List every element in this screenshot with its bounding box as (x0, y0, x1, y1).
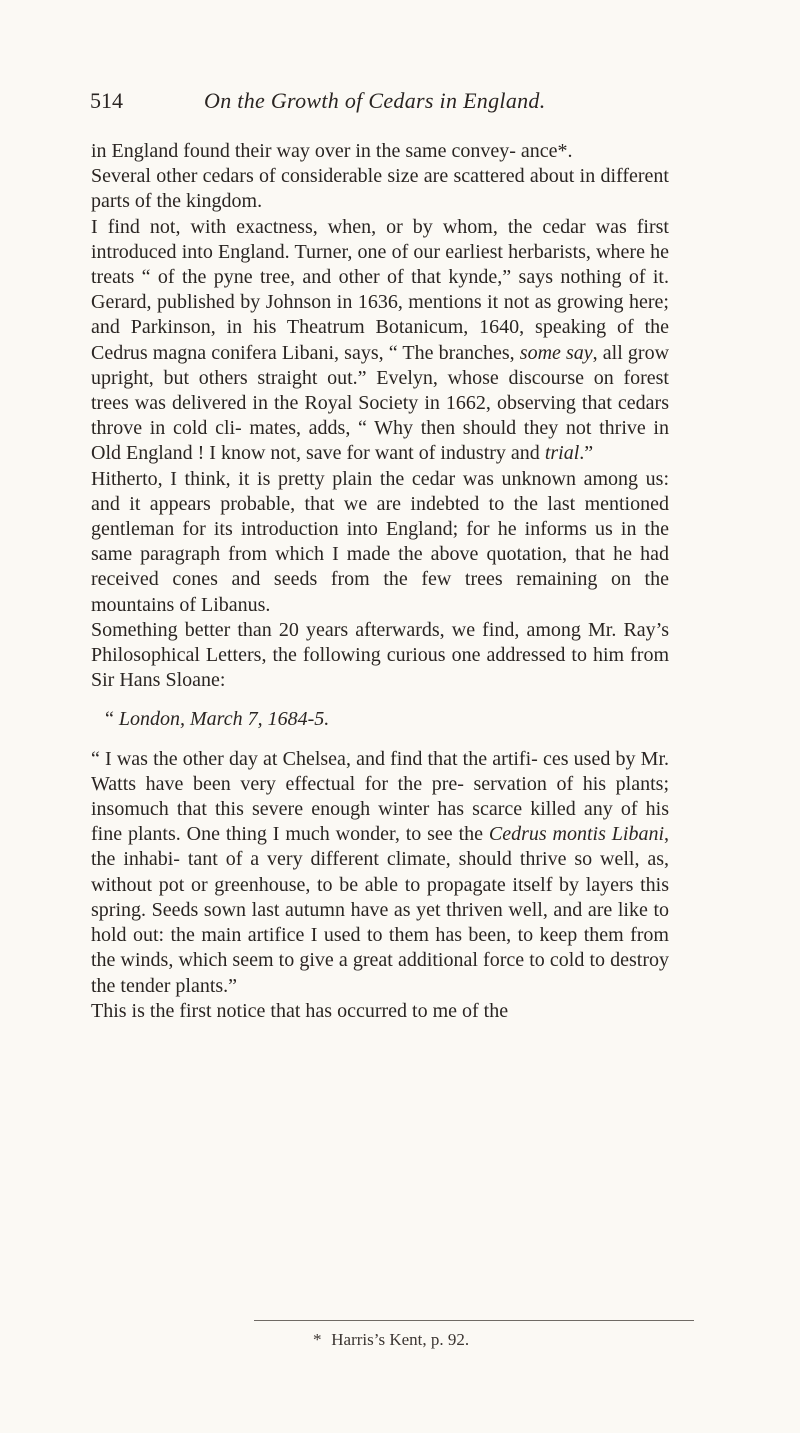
closing-line: This is the first notice that has occurred to me of the (91, 999, 509, 1022)
paragraph-other-cedars: Several other cedars of considerable size are scattered about in different parts of the kingdom. (91, 165, 669, 213)
italic-phrase: trial (544, 442, 580, 465)
paragraph-hitherto: Hitherto, I think, it is pretty plain the cedar was unknown among us: and it appears probable, that we are indebted to the last mentioned gentleman for its introduction into England; for he informs us in the same paragraph from which I made the above quotation, that he had received cones and seeds from the few trees remaining on the mountains of Libanus. (91, 467, 669, 616)
paragraph-something-better: Something better than 20 years afterwards, we find, among Mr. Ray’s Philosophical Letters, the following curious one addressed to him from Sir Hans Sloane: (91, 618, 669, 692)
dateline-open-quote: “ (105, 708, 114, 731)
page-header (90, 88, 650, 122)
page-number: 514 (90, 88, 123, 113)
running-title: On the Growth of Cedars in England. (204, 88, 546, 113)
paragraph-introduction: I find not, with exactness, when, or by whom, the cedar was first introduced into England. Turner, one of our earliest herbarists, where he treats “ of the pyne tree, and other of that kynde,” says nothing of it. Gerard, published by Johnson in 1636, mentions it not as growing here; and Parkinson, in his Theatrum Botanicum, 1640, speaking of the Cedrus magna conifera Libani, says, “ The branches, some say, all grow upright, but others straight out.” Evelyn, whose discourse on forest trees was delivered in the Royal Society in 1662, observing that cedars throve in cold cli- mates, adds, “ Why then should they not thrive in Old England ! I know not, save for want of industry and trial.” (91, 215, 670, 465)
footnote-mark: * (313, 1330, 322, 1349)
footnote (313, 1330, 469, 1350)
italic-phrase: Cedrus montis Libani (488, 823, 665, 846)
footnote-text: Harris’s Kent, p. 92. (331, 1330, 470, 1349)
letter-body: “ I was the other day at Chelsea, and find that the artifi- ces used by Mr. Watts have been very effectual for the pre- servation of his plants; insomuch that this severe enough winter has scarce killed any of his fine plants. One thing I much wonder, to see the Cedrus montis Libani, the inhabi- tant of a very different climate, should thrive so well, as, without pot or greenhouse, to be able to propagate itself by layers this spring. Seeds sown last autumn have as yet thriven well, and are like to hold out: the main artifice I used to them has been, to keep them from the winds, which seem to give a great additional force to cold to destroy the tender plants.” (91, 747, 670, 997)
dateline-text: London, March 7, 1684-5. (118, 708, 330, 731)
body-text (91, 139, 669, 1024)
italic-phrase: some say (519, 341, 593, 364)
footnote-divider (254, 1320, 694, 1321)
paragraph-continuation: in England found their way over in the same convey- ance*. (91, 140, 573, 162)
letter-dateline (91, 707, 669, 732)
